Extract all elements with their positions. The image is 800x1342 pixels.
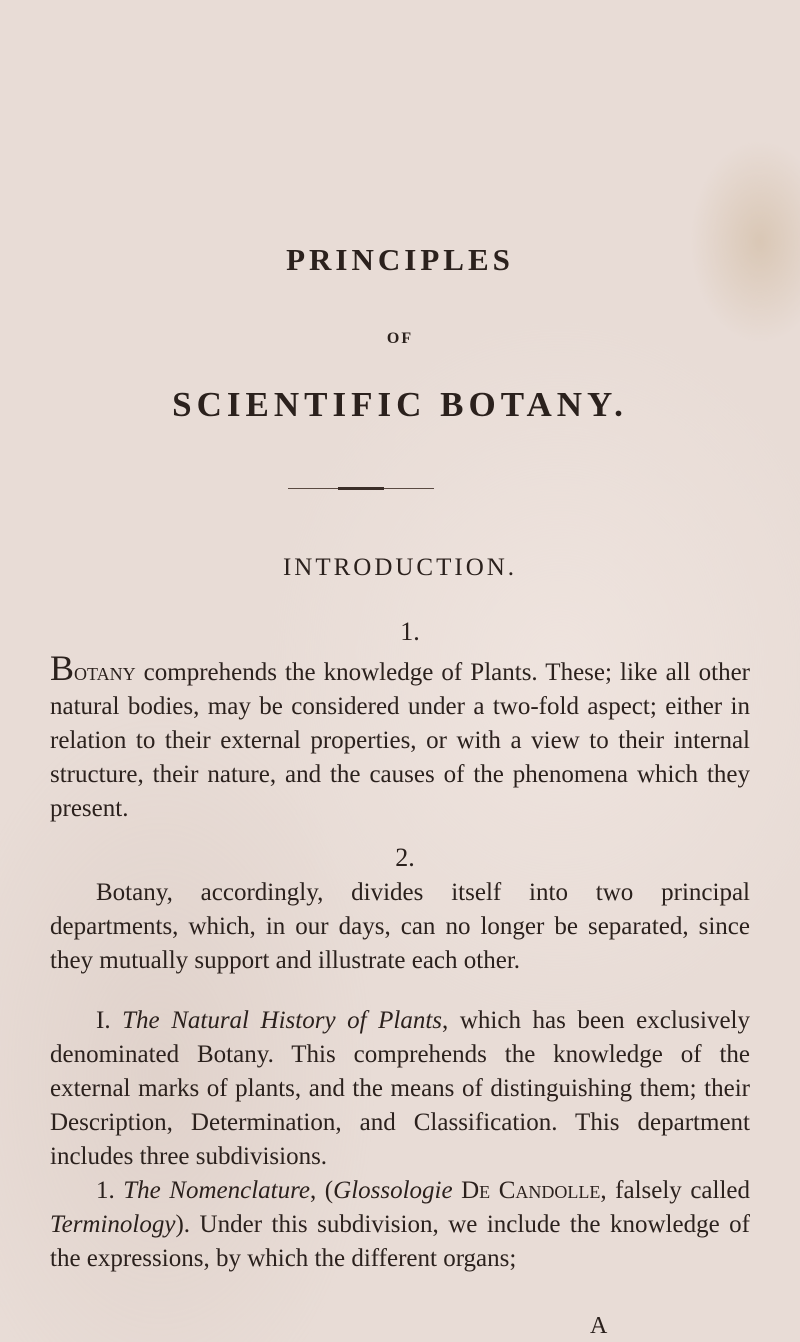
paragraph-3-lead: I. <box>96 1007 123 1034</box>
punct-1: , ( <box>310 1177 334 1204</box>
paragraph-1 <box>50 648 750 826</box>
title-connector: OF <box>386 330 414 347</box>
signature-mark: A <box>590 1313 608 1339</box>
paragraph-1-text: comprehends the knowledge of Plants. These; like all other natural bodies, may be considered under a two-fold aspect; either in relation to their external properties, or with a view to their internal structure, their nature, and the causes of the phenomena which they present. <box>50 659 750 822</box>
paragraph-3-end: ). Under this subdivision, we include the knowledge of the expressions, by which the different organs; <box>50 1211 750 1272</box>
subdivision-lead: 1. <box>96 1177 124 1204</box>
book-subtitle: SCIENTIFIC BOTANY. <box>172 385 628 424</box>
falsely-called-text: , falsely called <box>600 1177 751 1204</box>
nomenclature-italic: The Nomenclature <box>123 1177 311 1204</box>
chapter-heading: INTRODUCTION. <box>282 554 518 581</box>
paragraph-3 <box>50 1004 750 1276</box>
decorative-rule <box>288 488 434 489</box>
paragraph-2-text: Botany, accordingly, divides itself into two principal departments, which, in our days, can no longer be separated, since they mutually support and illustrate each other. <box>50 879 750 974</box>
paragraph-2 <box>50 876 750 978</box>
natural-history-italic: The Natural History of Plants <box>122 1007 443 1034</box>
author-smallcaps: De Candolle <box>461 1177 601 1204</box>
section-number-2: 2. <box>395 843 415 872</box>
section-number-1: 1. <box>400 617 420 646</box>
glossologie-italic: Glossologie <box>333 1177 453 1204</box>
first-word-smallcaps: otany <box>74 659 136 686</box>
paragraph-3-text: , which has been exclusively denominated Botany. This comprehends the knowledge of the external marks of plants, and the means of distinguishing them; their Description, Determination, and Classification. This department includes three subdivisions. <box>50 1007 750 1170</box>
terminology-italic: Terminology <box>50 1211 176 1238</box>
drop-cap: B <box>50 648 75 688</box>
space-1 <box>453 1177 462 1204</box>
book-title: PRINCIPLES <box>286 242 514 277</box>
